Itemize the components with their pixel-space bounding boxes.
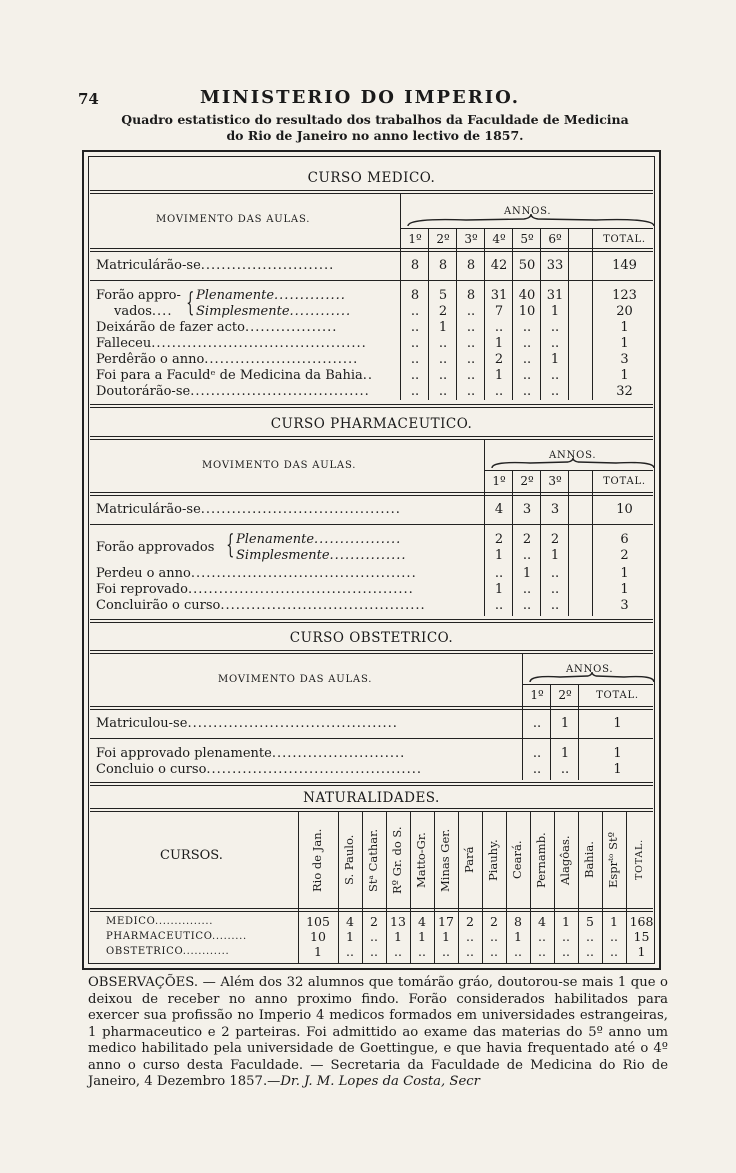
year-header: 2º [520, 474, 534, 488]
total-cell: 6 [620, 532, 629, 547]
annos-label: ANNOS. [504, 206, 552, 217]
cell: .. [410, 352, 420, 367]
cell: 1 [314, 944, 322, 959]
cell: 4 [494, 502, 504, 517]
cell: .. [522, 548, 532, 563]
row-sublabel: Simplesmente............... [236, 548, 407, 563]
divider [90, 619, 653, 623]
cell: 1 [494, 582, 504, 597]
total-cell: 1 [620, 368, 629, 383]
cell: 8 [466, 288, 476, 303]
cell: 2 [522, 532, 532, 547]
cell: 2 [550, 532, 560, 547]
section-title-obstetrico: CURSO OBSTETRICO. [289, 630, 454, 646]
cell: .. [610, 929, 618, 944]
cell: 13 [390, 914, 406, 929]
cell: .. [550, 320, 560, 335]
cell: .. [466, 352, 476, 367]
observations-lead: OBSERVAÇÕES. [88, 975, 199, 990]
cell: 42 [490, 258, 508, 273]
year-header: 3º [464, 232, 478, 246]
total-header: TOTAL. [603, 234, 646, 245]
annos-label: ANNOS. [549, 450, 597, 461]
column-header: Matto-Gr. [414, 832, 428, 888]
section-title-medico: CURSO MEDICO. [307, 170, 436, 186]
cell: .. [522, 598, 532, 613]
cell: .. [466, 336, 476, 351]
cell: .. [370, 929, 378, 944]
cell: .. [532, 716, 542, 731]
cell: 31 [490, 288, 508, 303]
annos-label: ANNOS. [566, 664, 614, 675]
page-number: 74 [78, 90, 99, 108]
cell: 1 [438, 320, 448, 335]
cell: 1 [522, 566, 532, 581]
cell: .. [466, 320, 476, 335]
cell: .. [532, 762, 542, 777]
divider [522, 684, 653, 685]
statistics-table [82, 150, 661, 970]
year-header: 6º [548, 232, 562, 246]
total-cell: 1 [613, 746, 622, 761]
row-label: Perdeu o anno............................................ [96, 566, 417, 581]
cell: 8 [514, 914, 522, 929]
cell: 17 [438, 914, 454, 929]
total-cell: 20 [616, 304, 633, 319]
total-cell: 3 [620, 598, 629, 613]
col-divider [484, 440, 485, 616]
cell: 2 [494, 352, 504, 367]
table-title-line1: Quadro estatistico do resultado dos trabalhos da Faculdade de Medicina [121, 112, 629, 127]
col-divider [568, 470, 569, 616]
cell: .. [466, 944, 474, 959]
divider [90, 650, 653, 654]
movimento-label: MOVIMENTO DAS AULAS. [218, 674, 373, 685]
cell: 8 [466, 258, 476, 273]
cell: .. [394, 944, 402, 959]
divider [90, 908, 653, 912]
total-cell: 1 [620, 336, 629, 351]
divider [90, 190, 653, 194]
cell: 4 [538, 914, 546, 929]
cell: .. [418, 944, 426, 959]
observations-paragraph [88, 975, 668, 1091]
cell: 50 [518, 258, 536, 273]
column-header: Piauhy. [486, 839, 500, 881]
movimento-label: MOVIMENTO DAS AULAS. [202, 460, 357, 471]
cell: 1 [562, 914, 570, 929]
row-label: OBSTETRICO............ [106, 946, 230, 957]
col-divider [522, 654, 523, 780]
cell: .. [466, 384, 476, 399]
cell: .. [550, 384, 560, 399]
cell: 1 [550, 352, 560, 367]
cell: .. [550, 336, 560, 351]
cell: .. [438, 384, 448, 399]
cell: .. [410, 320, 420, 335]
cell: .. [466, 368, 476, 383]
row-label: Foi reprovado............................................ [96, 582, 414, 597]
cell: .. [586, 944, 594, 959]
cell: 1 [550, 548, 560, 563]
cell: .. [346, 944, 354, 959]
year-header: 1º [530, 688, 544, 702]
cell: .. [494, 384, 504, 399]
cell: 2 [494, 532, 504, 547]
cell: .. [522, 320, 532, 335]
cell: .. [522, 352, 532, 367]
annos-brace [528, 672, 656, 684]
year-header: 4º [492, 232, 506, 246]
row-label: vados.... [114, 304, 173, 319]
divider [90, 738, 653, 739]
divider [90, 524, 653, 525]
total-header: TOTAL. [603, 476, 646, 487]
total-cell: 123 [612, 288, 637, 303]
divider [90, 404, 653, 408]
divider [90, 808, 653, 812]
col-divider [550, 684, 551, 780]
cell: .. [550, 598, 560, 613]
column-header: Alagôas. [558, 835, 572, 885]
cell: .. [490, 944, 498, 959]
col-divider [540, 228, 541, 400]
year-header: 1º [408, 232, 422, 246]
cell: 10 [518, 304, 536, 319]
row-label: Foi para a Faculdᵉ de Medicina da Bahia.. [96, 368, 374, 383]
cell: .. [442, 944, 450, 959]
annos-brace [406, 214, 656, 228]
cell: .. [438, 336, 448, 351]
cell: 2 [490, 914, 498, 929]
observations-text: — Além dos 32 alumnos que tomárão gráo, doutorou-se mais 1 que o deixou de receber no anno proximo findo. Forão considerados habilitados para exercer sua profissão no Imperio 4 medicos formados em universidades estrangeiras, 1 pharmaceutico e 2 parteiras. Foi admittido ao exame das materias do 5º anno um medico habilitado pela universidade de Goettingue, e que havia frequentado até o 4º anno o curso desta Faculdade. — Secretaria da Faculdade de Medicina do Rio de Janeiro, 4 Dezembro 1857.— [88, 975, 668, 1089]
cell: 31 [546, 288, 564, 303]
cell: 1 [442, 929, 450, 944]
cell: 105 [306, 914, 330, 929]
cell: .. [410, 384, 420, 399]
row-sublabel: Plenamente.............. [196, 288, 346, 303]
col-divider [512, 228, 513, 400]
cell: .. [538, 944, 546, 959]
year-header: 2º [558, 688, 572, 702]
cursos-label: CURSOS. [160, 848, 223, 863]
cell: .. [370, 944, 378, 959]
signature: Dr. J. M. Lopes da Costa, Secr [280, 1074, 480, 1089]
divider [90, 436, 653, 440]
total-cell: 1 [613, 762, 622, 777]
row-label: Foi approvado plenamente.......................... [96, 746, 406, 761]
row-label: Concluio o curso.......................................... [96, 762, 422, 777]
column-header: Rº Gr. do S. [390, 826, 404, 894]
cell: .. [466, 304, 476, 319]
column-header: Rio de Jan. [310, 828, 324, 892]
cell: .. [410, 368, 420, 383]
cell: 1 [494, 548, 504, 563]
cell: 1 [418, 929, 426, 944]
col-divider [484, 228, 485, 400]
section-title-pharma: CURSO PHARMACEUTICO. [270, 416, 473, 432]
year-header: 2º [436, 232, 450, 246]
cell: .. [522, 336, 532, 351]
total-cell: 1 [620, 566, 629, 581]
cell: .. [494, 566, 504, 581]
annos-brace [490, 458, 656, 470]
row-label: Forão approvados [96, 540, 215, 555]
cell: 1 [514, 929, 522, 944]
row-label: Doutorárão-se................................... [96, 384, 370, 399]
brace: { [226, 530, 235, 560]
cell: 2 [438, 304, 448, 319]
cell: 1 [610, 914, 618, 929]
column-header: Pará [462, 846, 476, 874]
cell: .. [562, 929, 570, 944]
total-cell: 3 [620, 352, 629, 367]
total-cell: 1 [613, 716, 622, 731]
row-label: PHARMACEUTICO......... [106, 931, 247, 942]
divider [90, 782, 653, 786]
year-header: 3º [548, 474, 562, 488]
cell: 10 [310, 929, 326, 944]
col-divider [456, 228, 457, 400]
cell: .. [490, 929, 498, 944]
row-sublabel: Plenamente................. [236, 532, 402, 547]
row-sublabel: Simplesmente............ [196, 304, 352, 319]
cell: 8 [410, 258, 420, 273]
cell: 5 [438, 288, 448, 303]
row-label: Deixárão de fazer acto.................. [96, 320, 338, 335]
cell: 1 [494, 368, 504, 383]
section-title-naturalidades: NATURALIDADES. [303, 790, 440, 806]
total-cell: 149 [612, 258, 637, 273]
cell: 40 [518, 288, 536, 303]
divider [90, 706, 653, 710]
cell: 33 [546, 258, 564, 273]
cell: .. [438, 368, 448, 383]
cell: .. [494, 320, 504, 335]
column-header: Minas Ger. [438, 828, 452, 892]
cell: 1 [394, 929, 402, 944]
cell: .. [514, 944, 522, 959]
table-title-line2: do Rio de Janeiro no anno lectivo de 1857. [226, 128, 524, 143]
total-cell: 10 [616, 502, 633, 517]
cell: .. [522, 368, 532, 383]
total-cell: 1 [620, 582, 629, 597]
cell: 1 [346, 929, 354, 944]
col-divider [568, 228, 569, 400]
cell: 4 [346, 914, 354, 929]
total-header: TOTAL. [596, 690, 639, 701]
total-cell: 1 [637, 944, 646, 959]
cell: .. [438, 352, 448, 367]
row-label: Matriculárão-se.......................... [96, 258, 335, 273]
cell: .. [410, 304, 420, 319]
cell: .. [532, 746, 542, 761]
cell: .. [550, 368, 560, 383]
cell: .. [586, 929, 594, 944]
cell: .. [560, 762, 570, 777]
cell: 8 [410, 288, 420, 303]
cell: 2 [370, 914, 378, 929]
cell: .. [550, 566, 560, 581]
divider [400, 228, 653, 229]
col-divider [512, 470, 513, 616]
cell: 8 [438, 258, 448, 273]
column-header: S. Paulo. [342, 834, 356, 886]
cell: 2 [466, 914, 474, 929]
cell: .. [466, 929, 474, 944]
year-header: 5º [520, 232, 534, 246]
cell: .. [410, 336, 420, 351]
column-header: Stᵃ Cathar. [366, 828, 380, 892]
cell: 5 [586, 914, 594, 929]
column-header: Pernamb. [534, 832, 548, 888]
cell: 7 [494, 304, 504, 319]
row-label: MEDICO............... [106, 916, 214, 927]
cell: .. [522, 582, 532, 597]
row-label: Concluirão o curso........................................ [96, 598, 426, 613]
column-header: Esprᵗᵒ Stº [606, 832, 620, 888]
cell: 3 [550, 502, 560, 517]
cell: .. [522, 384, 532, 399]
divider [90, 280, 653, 281]
row-label: Perdêrão o anno.............................. [96, 352, 359, 367]
total-cell: 15 [633, 929, 650, 944]
page-header: MINISTERIO DO IMPERIO. [199, 87, 521, 108]
cell: 3 [522, 502, 532, 517]
cell: 1 [560, 746, 570, 761]
cell: .. [494, 598, 504, 613]
row-label: Falleceu.......................................... [96, 336, 367, 351]
cell: .. [610, 944, 618, 959]
cell: 4 [418, 914, 426, 929]
cell: 1 [550, 304, 560, 319]
col-divider [540, 470, 541, 616]
year-header: 1º [492, 474, 506, 488]
cell: .. [538, 929, 546, 944]
movimento-label: MOVIMENTO DAS AULAS. [156, 214, 311, 225]
total-cell: 168 [629, 914, 654, 929]
total-cell: 1 [620, 320, 629, 335]
col-divider [400, 194, 401, 400]
column-header: Bahia. [582, 841, 596, 879]
column-header: TOTAL. [634, 839, 645, 881]
row-label: Matriculou-se......................................... [96, 716, 398, 731]
col-divider [428, 228, 429, 400]
cell: .. [562, 944, 570, 959]
column-header: Ceará. [510, 840, 524, 880]
total-cell: 2 [620, 548, 629, 563]
row-label: Forão appro- [96, 288, 181, 303]
cell: 1 [494, 336, 504, 351]
total-cell: 32 [616, 384, 633, 399]
cell: 1 [560, 716, 570, 731]
row-label: Matriculárão-se....................................... [96, 502, 401, 517]
cell: .. [550, 582, 560, 597]
brace: { [186, 288, 195, 318]
